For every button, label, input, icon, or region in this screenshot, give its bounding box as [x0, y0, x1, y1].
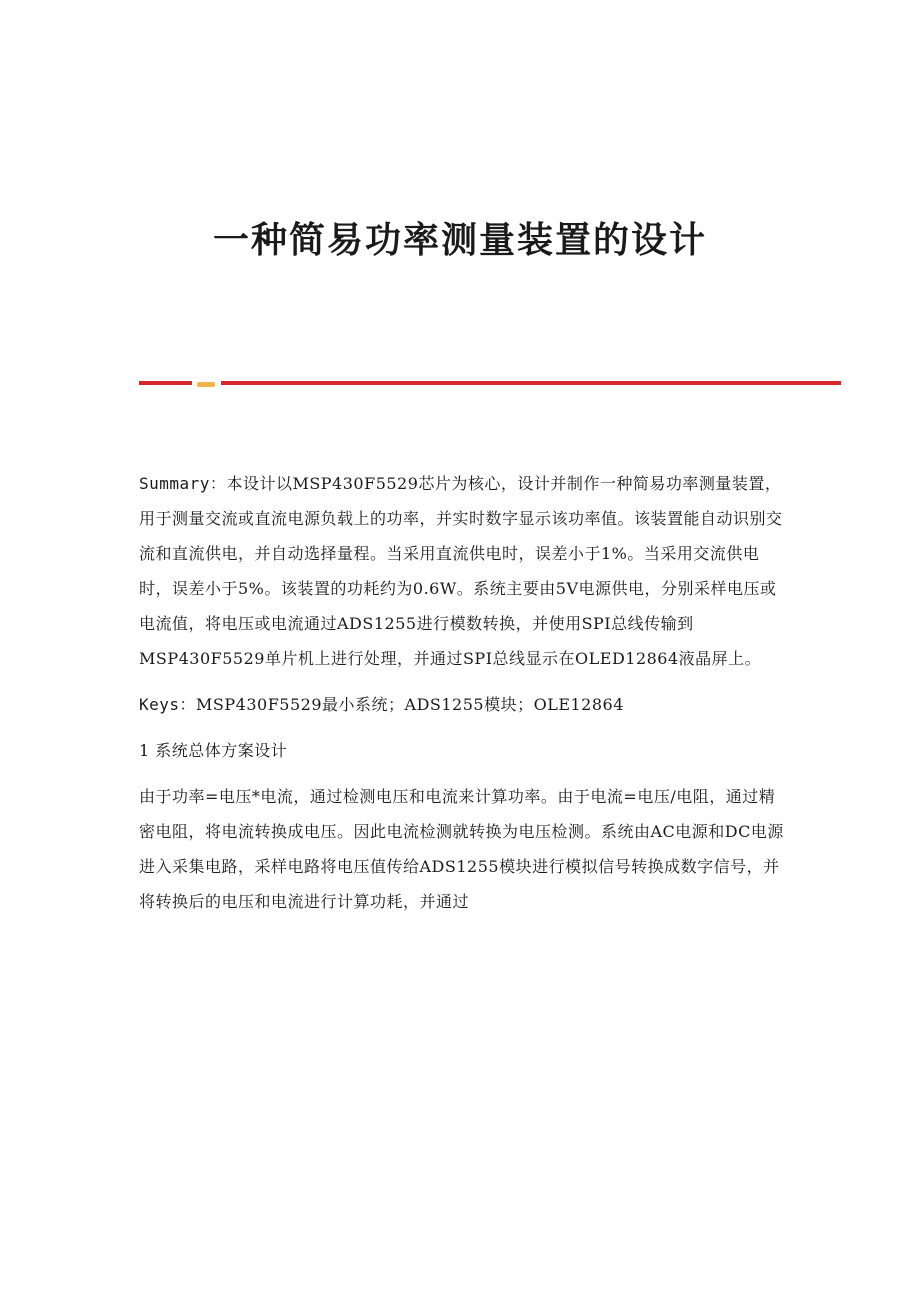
summary-text: 本设计以MSP430F5529芯片为核心，设计并制作一种简易功率测量装置，用于测量交流或直流电源负载上的功率，并实时数字显示该功率值。该装置能自动识别交流和直流供电，并自动选择量程。当采用直流供电时，误差小于1%。当采用交流供电时，误差小于5%。该装置的功耗约为0.6W。系统主要由5V电源供电，分别采样电压或电流值，将电压或电流通过ADS1255进行模数转换，并使用SPI总线传输到MSP430F5529单片机上进行处理，并通过SPI总线显示在OLED12864液晶屏上。 — [139, 474, 783, 668]
keys-paragraph — [139, 687, 784, 722]
section-heading: 1 系统总体方案设计 — [139, 741, 288, 760]
summary-paragraph — [139, 466, 784, 676]
summary-label: Summary： — [139, 474, 227, 493]
keys-text: MSP430F5529最小系统；ADS1255模块；OLE12864 — [196, 695, 624, 714]
divider-right-segment — [221, 381, 841, 385]
divider-accent-mark — [197, 382, 215, 387]
document-body — [139, 466, 784, 930]
document-title: 一种简易功率测量装置的设计 — [212, 219, 707, 261]
divider-left-segment — [139, 381, 192, 385]
keys-label: Keys： — [139, 695, 197, 714]
section-body: 由于功率=电压*电流，通过检测电压和电流来计算功率。由于电流=电压/电阻，通过精密电阻，将电流转换成电压。因此电流检测就转换为电压检测。系统由AC电源和DC电源进入采集电路，采样电路将电压值传给ADS1255模块进行模拟信号转换成数字信号，并将转换后的电压和电流进行计算功耗，并通过 — [139, 787, 784, 911]
title-divider — [139, 380, 841, 386]
